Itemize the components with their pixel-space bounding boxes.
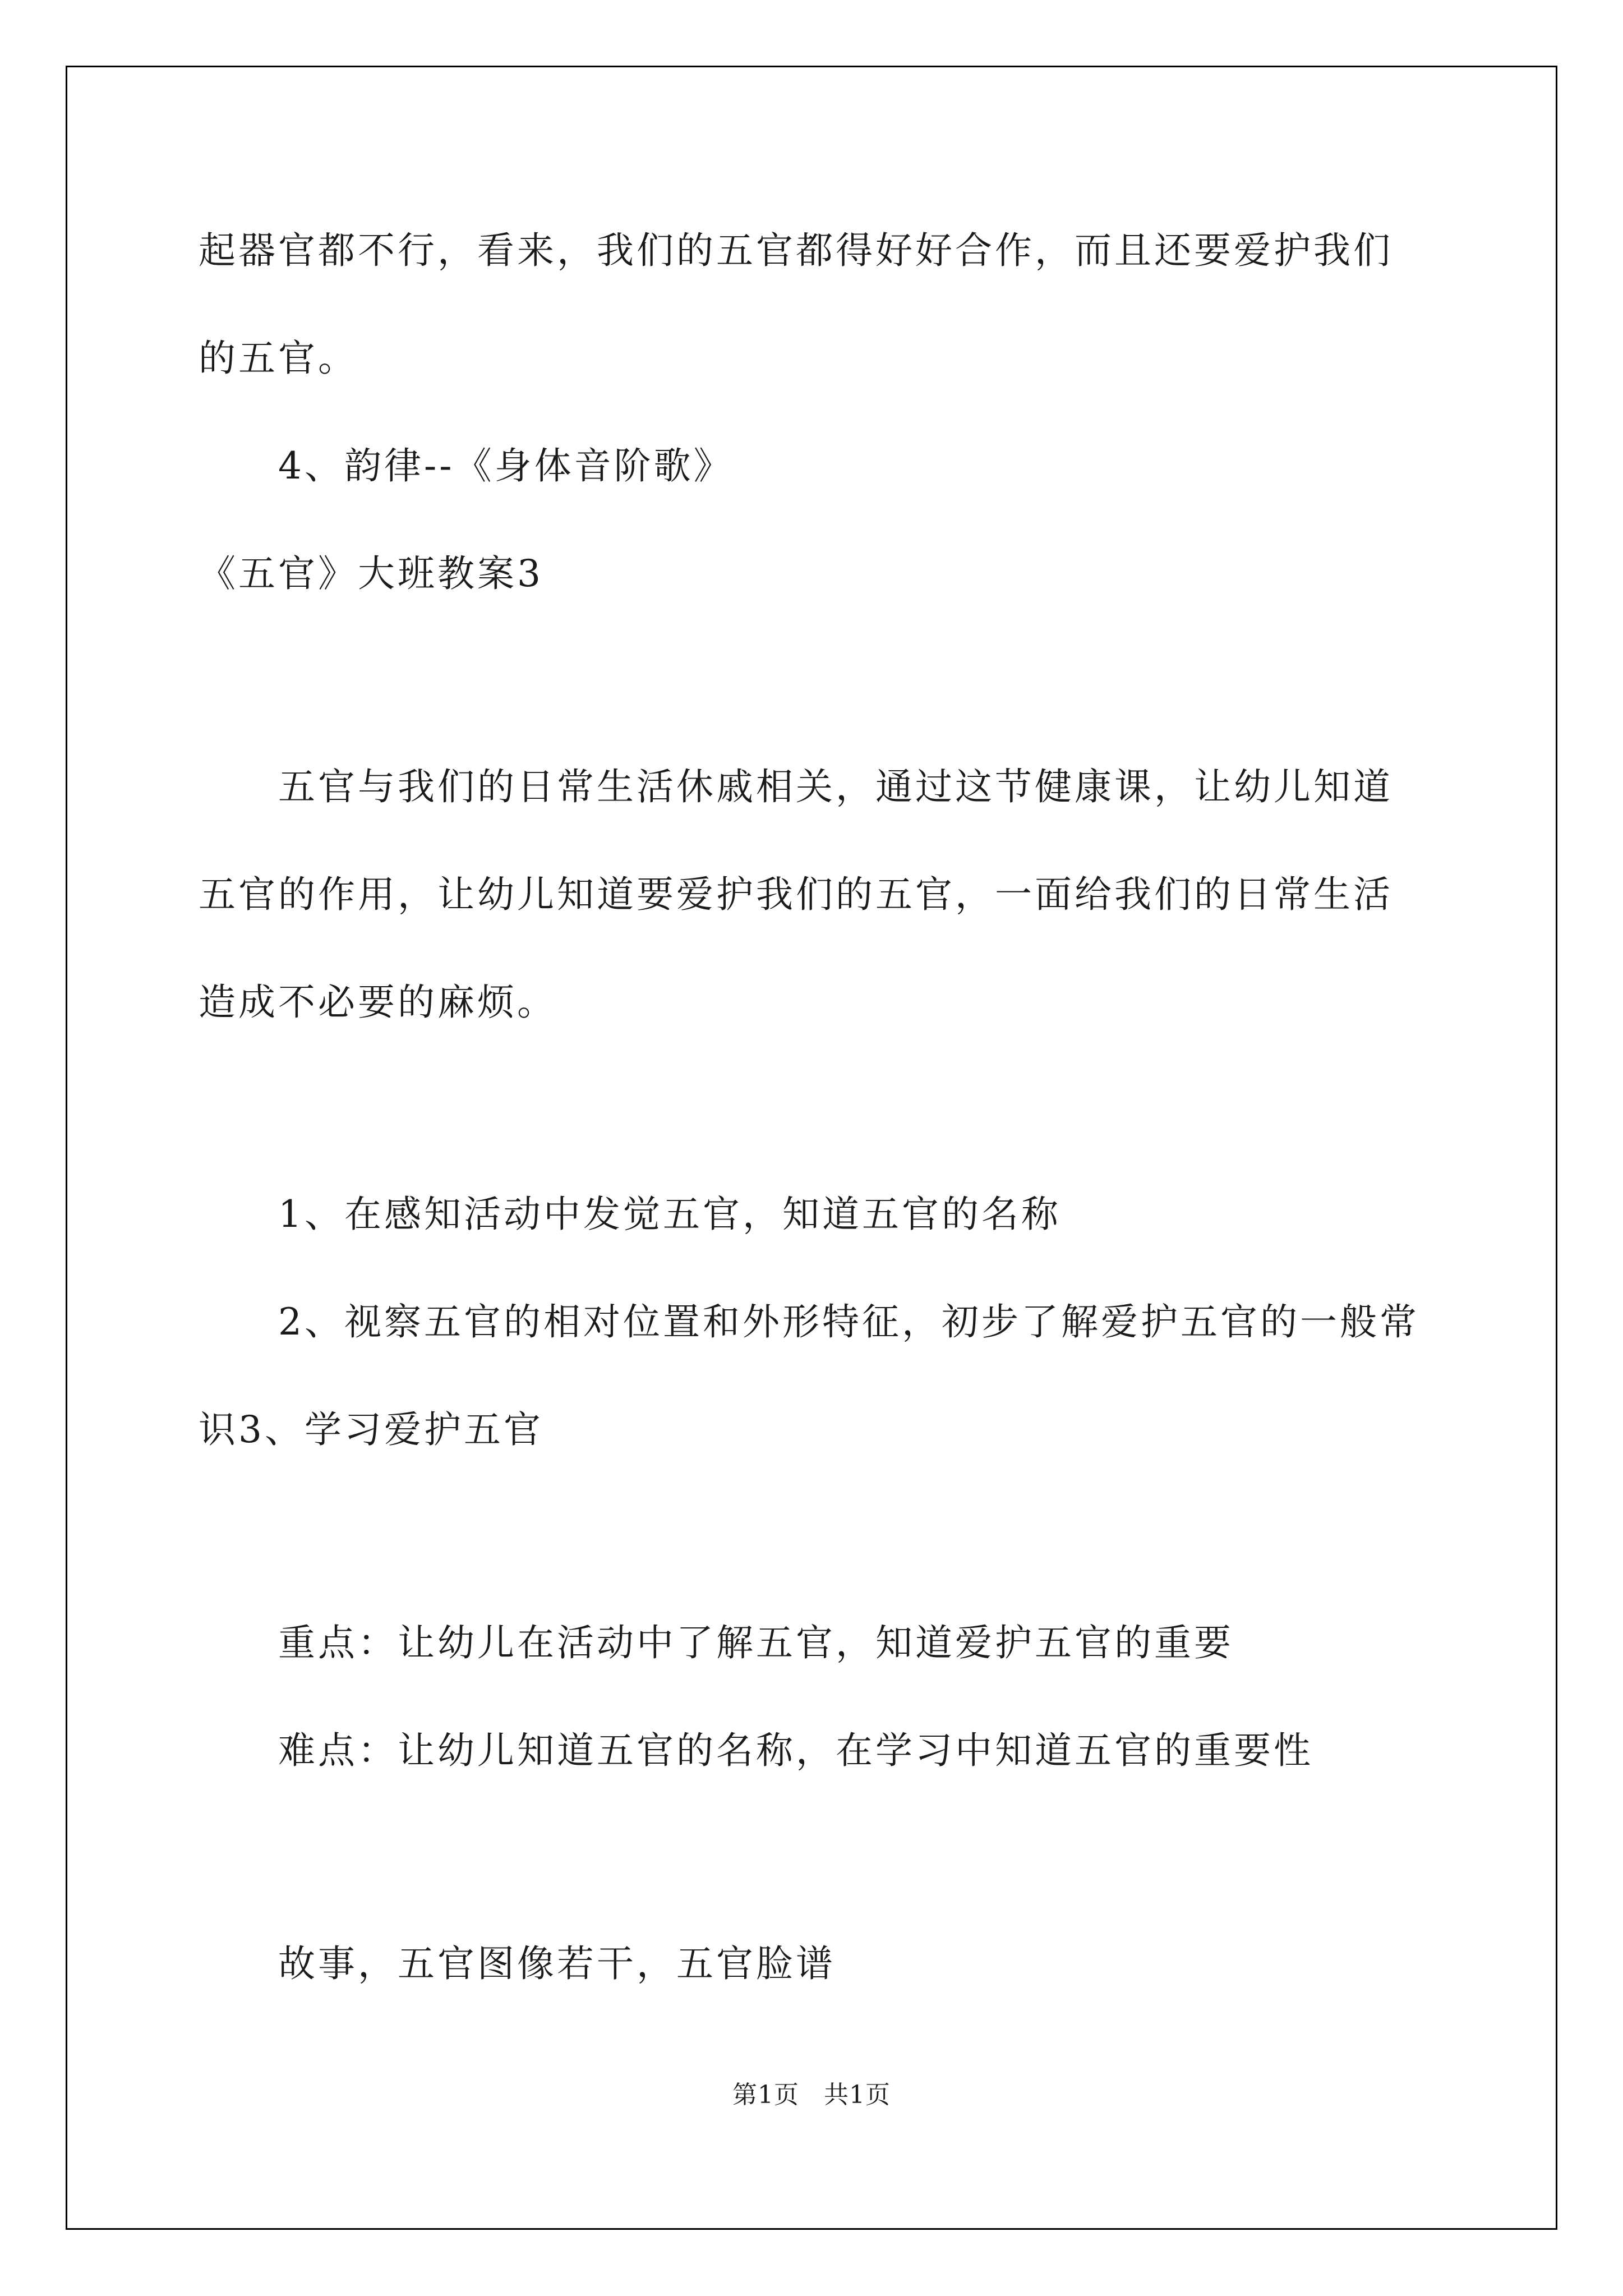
text-line: 1、在感知活动中发觉五官，知道五官的名称	[278, 1193, 1061, 1236]
text-line: 4、韵律--《身体音阶歌》	[278, 444, 734, 487]
text-line: 的五官。	[199, 337, 358, 380]
text-line: 起器官都不行，看来，我们的五官都得好好合作，而且还要爱护我们	[199, 229, 1393, 272]
text-line: 2、视察五官的相对位置和外形特征，初步了解爱护五官的一般常	[278, 1300, 1419, 1343]
text-line: 五官的作用，让幼儿知道要爱护我们的五官，一面给我们的日常生活	[199, 873, 1393, 916]
text-line: 重点：让幼儿在活动中了解五官，知道爱护五官的重要	[278, 1621, 1234, 1664]
text-line: 五官与我们的日常生活休戚相关，通过这节健康课，让幼儿知道	[278, 765, 1393, 808]
text-line: 难点：让幼儿知道五官的名称，在学习中知道五官的重要性	[278, 1729, 1313, 1772]
page-footer	[0, 2083, 1623, 2108]
section-title: 《五官》大班教案3	[199, 552, 543, 595]
text-line: 识3、学习爱护五官	[199, 1408, 543, 1451]
page-number: 第1页	[732, 2081, 799, 2109]
text-line: 造成不必要的麻烦。	[199, 981, 557, 1024]
page-border	[66, 66, 1557, 2230]
text-line: 故事，五官图像若干，五官脸谱	[278, 1942, 836, 1985]
page-total: 共1页	[824, 2081, 891, 2109]
